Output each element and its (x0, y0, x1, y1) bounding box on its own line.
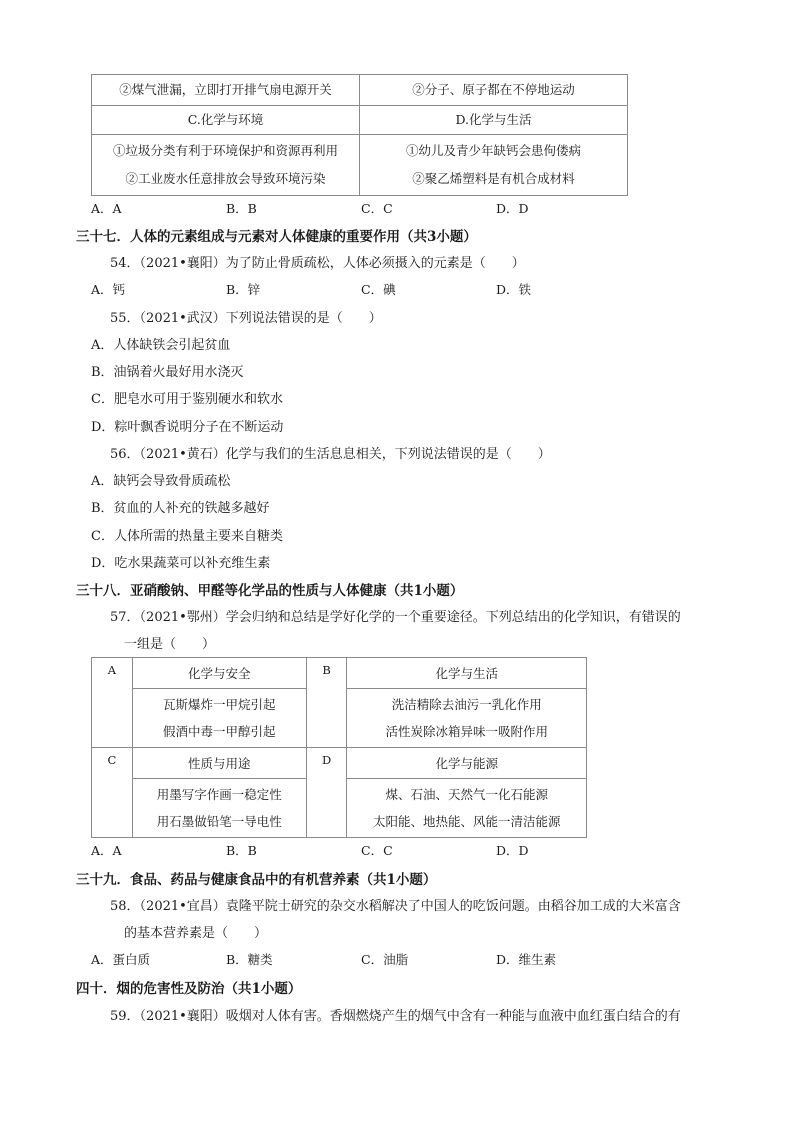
table-cell-line: 洗洁精除去油污一乳化作用 (391, 697, 542, 712)
option-a[interactable]: A．A (91, 843, 122, 858)
question-58-stem-cont: 的基本营养素是（ ） (124, 926, 268, 941)
table2-body-d (347, 779, 587, 838)
section-heading-39: 三十九．食品、药品与健康食品中的有机营养素（共1小题） (76, 872, 437, 888)
table1-row2-right: D.化学与生活 (360, 106, 628, 135)
question-55-stem: 55．（2021•武汉）下列说法错误的是（ ） (110, 311, 382, 326)
table2-head-a: 化学与安全 (132, 658, 306, 689)
table1-row1-left: ②煤气泄漏，立即打开排气扇电源开关 (92, 75, 360, 106)
options-q53 (91, 199, 631, 217)
question-54-stem: 54．（2021•襄阳）为了防止骨质疏松，人体必须摄入的元素是（ ） (110, 256, 525, 271)
option-d[interactable]: D．D (496, 843, 529, 858)
table-cell-line: 活性炭除冰箱异味一吸附作用 (385, 724, 548, 739)
question-58-stem: 58．（2021•宜昌）袁隆平院士研究的杂交水稻解决了中国人的吃饭问题。由稻谷加工成的大米富含 (110, 899, 681, 914)
knowledge-table-q53 (91, 74, 628, 196)
question-56-stem: 56．（2021•黄石）化学与我们的生活息息相关，下列说法错误的是（ ） (110, 447, 551, 462)
table1-row3-right (360, 135, 628, 196)
question-59-stem: 59．（2021•襄阳）吸烟对人体有害。香烟燃烧产生的烟气中含有一种能与血液中血红蛋白结合的有 (110, 1009, 681, 1024)
table2-label-a: A (92, 658, 133, 748)
table2-body-a (132, 689, 306, 748)
option-c[interactable]: C．碘 (361, 282, 396, 297)
option-d[interactable]: D．维生素 (496, 952, 557, 967)
table2-head-b: 化学与生活 (347, 658, 587, 689)
table2-body-c (132, 779, 306, 838)
option-c[interactable]: C．C (361, 201, 393, 216)
option-b[interactable]: B．B (226, 201, 257, 216)
option-d[interactable]: D．吃水果蔬菜可以补充维生素 (91, 556, 271, 571)
option-d[interactable]: D．铁 (496, 282, 532, 297)
table1-row2-left: C.化学与环境 (92, 106, 360, 135)
option-b[interactable]: B．锌 (226, 282, 261, 297)
option-c[interactable]: C．肥皂水可用于鉴别硬水和软水 (91, 392, 283, 407)
table1-row1-right: ②分子、原子都在不停地运动 (360, 75, 628, 106)
options-q57 (91, 841, 631, 859)
table-cell-line: 太阳能、地热能、风能一清洁能源 (372, 814, 561, 829)
table-cell-line: 瓦斯爆炸一甲烷引起 (162, 697, 276, 712)
section-heading-40: 四十．烟的危害性及防治（共1小题） (76, 981, 302, 997)
option-a[interactable]: A．人体缺铁会引起贫血 (91, 338, 231, 353)
question-57-stem: 57．（2021•鄂州）学会归纳和总结是学好化学的一个重要途径。下列总结出的化学知识，有错误的 (110, 610, 681, 625)
option-b[interactable]: B．油锅着火最好用水浇灭 (91, 365, 244, 380)
table-cell-line: 煤、石油、天然气一化石能源 (385, 787, 548, 802)
table-cell-line: 用石墨做铅笔一导电性 (156, 814, 282, 829)
option-c[interactable]: C．油脂 (361, 952, 409, 967)
table1-row3-left (92, 135, 360, 196)
option-a[interactable]: A．A (91, 201, 122, 216)
section-heading-38: 三十八．亚硝酸钠、甲醛等化学品的性质与人体健康（共1小题） (76, 583, 464, 599)
knowledge-table-q57 (91, 657, 587, 838)
option-a[interactable]: A．钙 (91, 282, 126, 297)
table-cell-line: ②聚乙烯塑料是有机合成材料 (412, 171, 575, 186)
options-q58 (91, 950, 631, 968)
table2-body-b (347, 689, 587, 748)
option-c[interactable]: C．人体所需的热量主要来自糖类 (91, 529, 283, 544)
table-cell-line: ②工业废水任意排放会导致环境污染 (125, 171, 326, 186)
section-heading-37: 三十七．人体的元素组成与元素对人体健康的重要作用（共3小题） (76, 229, 477, 245)
option-b[interactable]: B．贫血的人补充的铁越多越好 (91, 501, 270, 516)
table2-label-d: D (306, 748, 347, 838)
table-cell-line: ①垃圾分类有利于环境保护和资源再利用 (112, 143, 338, 158)
option-d[interactable]: D．D (496, 201, 529, 216)
question-57-stem-cont: 一组是（ ） (124, 637, 216, 652)
table-cell-line: 假酒中毒一甲醇引起 (162, 724, 276, 739)
option-c[interactable]: C．C (361, 843, 393, 858)
table2-label-c: C (92, 748, 133, 838)
table2-head-d: 化学与能源 (347, 748, 587, 779)
option-a[interactable]: A．缺钙会导致骨质疏松 (91, 474, 231, 489)
table-cell-line: ①幼儿及青少年缺钙会患佝偻病 (405, 143, 581, 158)
table-cell-line: 用墨写字作画一稳定性 (156, 787, 282, 802)
options-q54 (91, 280, 631, 298)
option-d[interactable]: D．粽叶飘香说明分子在不断运动 (91, 420, 284, 435)
option-a[interactable]: A．蛋白质 (91, 952, 151, 967)
table2-head-c: 性质与用途 (132, 748, 306, 779)
table2-label-b: B (306, 658, 347, 748)
option-b[interactable]: B．B (226, 843, 257, 858)
option-b[interactable]: B．糖类 (226, 952, 273, 967)
